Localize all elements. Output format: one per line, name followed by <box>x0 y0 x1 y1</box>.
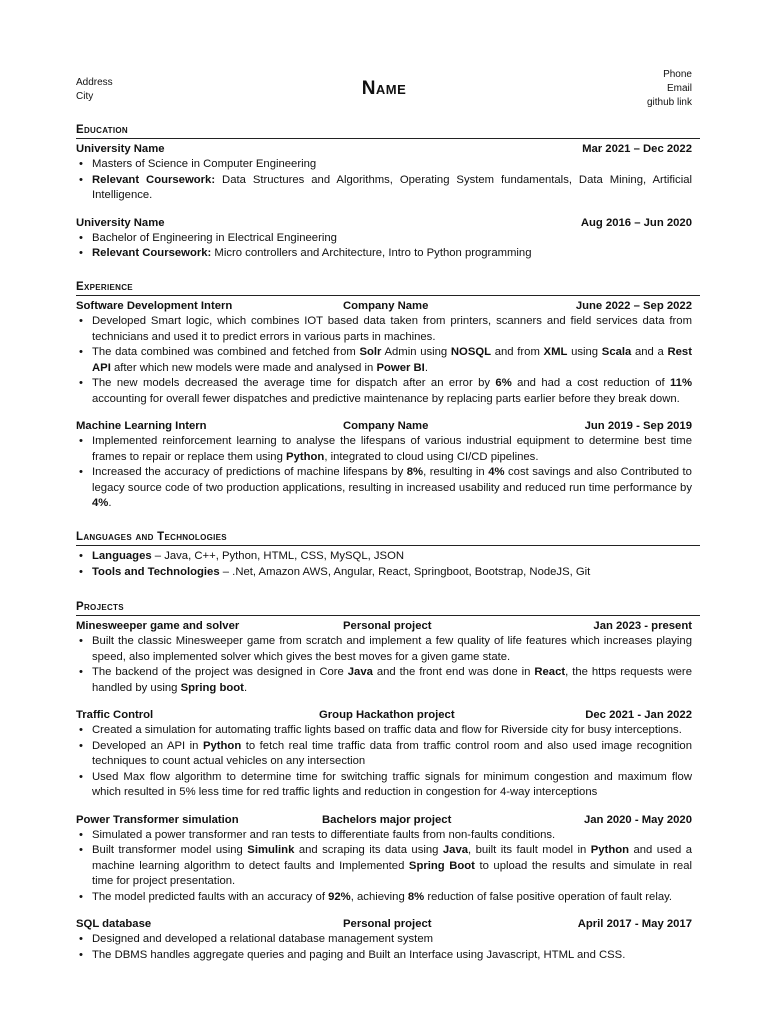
project-bullets <box>76 723 700 801</box>
bullet-text: Implemented reinforcement learning to analyse the lifespans of various industrial equipment to determine best time frames to repair or replace them using <box>92 435 692 463</box>
company-name: Company Name <box>343 300 429 312</box>
education-dates: Mar 2021 – Dec 2022 <box>582 143 692 155</box>
education-entry <box>76 142 700 204</box>
bullet-highlight: Tools and Technologies <box>92 565 220 578</box>
bullet-item <box>76 465 692 512</box>
bullet-text: to fetch real time traffic data from traffic control room and also used image recognition techniques to count actual vehicles on any intersection <box>92 739 692 767</box>
bullet-text: to upload the results and simulate in real time for project presentation. <box>92 859 692 887</box>
bullet-text: . <box>108 497 112 509</box>
project-name: Power Transformer simulation <box>76 813 239 826</box>
bullet-text: – .Net, Amazon AWS, Angular, React, Springboot, Bootstrap, NodeJS, Git <box>219 565 591 578</box>
candidate-name: Name <box>361 78 407 99</box>
bullet-highlight: Power BI <box>376 361 425 374</box>
bullet-highlight: 8% <box>406 466 424 478</box>
bullet-text: and from <box>491 346 544 358</box>
bullet-item <box>76 948 692 964</box>
bullet-item <box>76 828 692 844</box>
project-entry-header <box>76 619 700 634</box>
bullet-text: Developed Smart logic, which combines IOT based data taken from printers, scanners and field services data from technicians and used it to predict errors in various parts in machines. <box>92 315 692 343</box>
coursework-label: Relevant Coursework: <box>92 173 216 186</box>
education-details <box>76 231 700 262</box>
bullet-text: Designed and developed a relational database management system <box>92 933 434 945</box>
project-dates: April 2017 - May 2017 <box>577 918 692 930</box>
coursework-text: Micro controllers and Architecture, Intro to Python programming <box>211 247 532 259</box>
experience-section <box>76 280 700 512</box>
company-name: Company Name <box>343 420 429 432</box>
coursework <box>76 246 692 262</box>
bullet-highlight: Simulink <box>247 844 295 856</box>
phone: Phone <box>663 69 692 80</box>
project-entry-header <box>76 917 700 932</box>
education-entry <box>76 216 700 262</box>
project-entry-header <box>76 708 700 723</box>
job-role: Machine Learning Intern <box>76 420 207 432</box>
bullet-item <box>76 723 692 739</box>
experience-entry <box>76 299 700 407</box>
bullet-highlight: Python <box>590 844 630 856</box>
education-entry-header <box>76 142 700 157</box>
bullet-highlight: Rest API <box>92 346 692 374</box>
project-name: Traffic Control <box>76 709 154 721</box>
bullet-text: Developed an API in <box>92 739 203 752</box>
bullet-item <box>76 376 692 407</box>
bullet-highlight: Languages <box>92 550 152 562</box>
address: Address <box>76 77 113 88</box>
project-type: Personal project <box>343 918 432 930</box>
bullet-item <box>76 932 692 948</box>
bullet-text: , built its fault model in <box>468 844 591 856</box>
bullet-highlight: 11% <box>670 377 692 389</box>
contact-right <box>647 68 692 110</box>
bullet-highlight: React <box>534 666 566 678</box>
bullet-item <box>76 890 692 906</box>
bullet-highlight: Java <box>347 666 373 678</box>
project-entry-header <box>76 813 700 828</box>
bullet-highlight: Spring Boot <box>408 859 475 872</box>
coursework <box>76 173 692 204</box>
bullet-item <box>76 434 692 465</box>
job-dates: Jun 2019 - Sep 2019 <box>584 420 692 432</box>
job-bullets <box>76 434 700 512</box>
bullet-text: , integrated to cloud using CI/CD pipelines. <box>324 450 539 463</box>
github-link: github link <box>646 97 692 108</box>
project-entry <box>76 619 700 696</box>
languages-heading: Languages and Technologies <box>76 530 700 546</box>
bullet-text: Admin using <box>381 346 451 358</box>
project-dates: Jan 2020 - May 2020 <box>583 813 692 826</box>
bullet-text: . <box>243 681 248 694</box>
bullet-item <box>76 565 692 581</box>
project-type: Personal project <box>343 620 432 632</box>
bullet-highlight: Python <box>286 450 325 463</box>
bullet-highlight: 8% <box>407 890 425 903</box>
bullet-text: and a <box>631 346 668 358</box>
bullet-text: . <box>424 361 428 374</box>
experience-heading: Experience <box>76 280 700 296</box>
projects-heading: Projects <box>76 600 700 616</box>
bullet-text: Built the classic Minesweeper game from scratch and implement a few quality of life features which increases playing speed, also implemented solver which gives the best moves for a given game state. <box>92 635 692 663</box>
experience-entry-header <box>76 419 700 434</box>
bullet-item <box>76 770 692 801</box>
bullet-item <box>76 634 692 665</box>
bullet-text: The new models decreased the average time for dispatch after an error by <box>92 377 496 389</box>
bullet-text: after which new models were made and analysed in <box>110 361 377 374</box>
project-bullets <box>76 828 700 906</box>
bullet-highlight: Java <box>442 844 469 856</box>
bullet-text: , achieving <box>350 890 408 903</box>
bullet-text: – Java, C++, Python, HTML, CSS, MySQL, JSON <box>151 550 405 562</box>
bullet-highlight: 4% <box>92 497 109 509</box>
bullet-text: and scraping its data using <box>294 844 443 856</box>
bullet-text: accounting for overall fewer dispatches and predictive maintenance by replacing parts earlier before they break down. <box>92 392 680 405</box>
coursework-label: Relevant Coursework: <box>92 247 212 259</box>
bullet-text: , the https requests were handled by using <box>92 666 692 694</box>
bullet-text: and had a cost reduction of <box>511 377 670 389</box>
job-role: Software Development Intern <box>76 300 233 312</box>
school-name: University Name <box>76 216 165 229</box>
project-name: SQL database <box>76 918 152 930</box>
project-entry <box>76 708 700 801</box>
bullet-text: Simulated a power transformer and ran tests to differentiate faults from non-faults conditions. <box>92 828 556 841</box>
project-dates: Jan 2023 - present <box>593 620 692 632</box>
project-bullets <box>76 932 700 963</box>
job-dates: June 2022 – Sep 2022 <box>575 300 692 312</box>
bullet-text: Built transformer model using <box>92 844 248 856</box>
project-type: Bachelors major project <box>322 813 452 826</box>
projects-section <box>76 600 700 963</box>
languages-section <box>76 530 700 580</box>
project-entry <box>76 813 700 906</box>
bullet-item <box>76 739 692 770</box>
bullet-item <box>76 345 692 376</box>
bullet-text: Used Max flow algorithm to determine time for switching traffic signals for minimum congestion and maximum flow which resulted in 5% less time for red traffic lights and reduction in congestion for 4-way interceptions <box>92 770 692 798</box>
bullet-highlight: 6% <box>495 377 512 389</box>
bullet-item <box>76 314 692 345</box>
bullet-highlight: 4% <box>488 466 505 478</box>
project-dates: Dec 2021 - Jan 2022 <box>585 709 692 721</box>
education-section <box>76 123 700 262</box>
project-bullets <box>76 634 700 696</box>
bullet-highlight: Scala <box>601 346 632 358</box>
bullet-highlight: 92% <box>328 890 351 903</box>
degree: • Masters of Science in Computer Engineering <box>76 157 692 173</box>
bullet-item <box>76 843 692 890</box>
bullet-item <box>76 549 692 565</box>
experience-entry <box>76 419 700 512</box>
education-details <box>76 157 700 204</box>
bullet-highlight: XML <box>543 346 568 358</box>
bullet-item <box>76 665 692 696</box>
city: City <box>76 91 94 102</box>
bullet-highlight: Solr <box>359 346 382 358</box>
bullet-text: , resulting in <box>423 466 489 478</box>
bullet-text: The model predicted faults with an accuracy of <box>92 890 329 903</box>
project-entry <box>76 917 700 963</box>
bullet-highlight: Python <box>202 739 242 752</box>
bullet-text: and the front end was done in <box>372 666 535 678</box>
bullet-text: Created a simulation for automating traffic lights based on traffic data and flow for Riverside city for busy interceptions. <box>92 724 682 736</box>
education-heading: Education <box>76 123 700 139</box>
bullet-text: and used a machine learning algorithm to detect faults and Implemented <box>92 844 693 872</box>
project-name: Minesweeper game and solver <box>76 620 240 632</box>
bullet-highlight: Spring boot <box>180 681 244 694</box>
job-bullets <box>76 314 700 407</box>
education-dates: Aug 2016 – Jun 2020 <box>580 216 692 229</box>
project-type: Group Hackathon project <box>319 709 455 721</box>
experience-entry-header <box>76 299 700 314</box>
bullet-text: The backend of the project was designed in Core <box>92 666 348 678</box>
bullet-text: reduction of false positive operation of fault relay. <box>424 890 673 903</box>
bullet-text: using <box>567 346 602 358</box>
bullet-text: cost savings and also Contributed to legacy source code of two production applications, resulting in increased usability and reduced run time performance by <box>92 466 692 494</box>
bullet-highlight: NOSQL <box>450 346 492 358</box>
education-entry-header <box>76 216 700 231</box>
email: Email <box>666 83 692 94</box>
degree: • Bachelor of Engineering in Electrical Engineering <box>76 231 692 247</box>
coursework-text: Data Structures and Algorithms, Operating System fundamentals, Data Mining, Artificial Intelligence. <box>92 173 693 201</box>
bullet-text: The data combined was combined and fetched from <box>92 346 360 358</box>
languages-bullets <box>76 549 700 580</box>
bullet-text: The DBMS handles aggregate queries and paging and Built an Interface using Javascript, HTML and CSS. <box>92 948 626 961</box>
school-name: University Name <box>76 143 165 155</box>
bullet-text: Increased the accuracy of predictions of machine lifespans by <box>92 466 407 478</box>
